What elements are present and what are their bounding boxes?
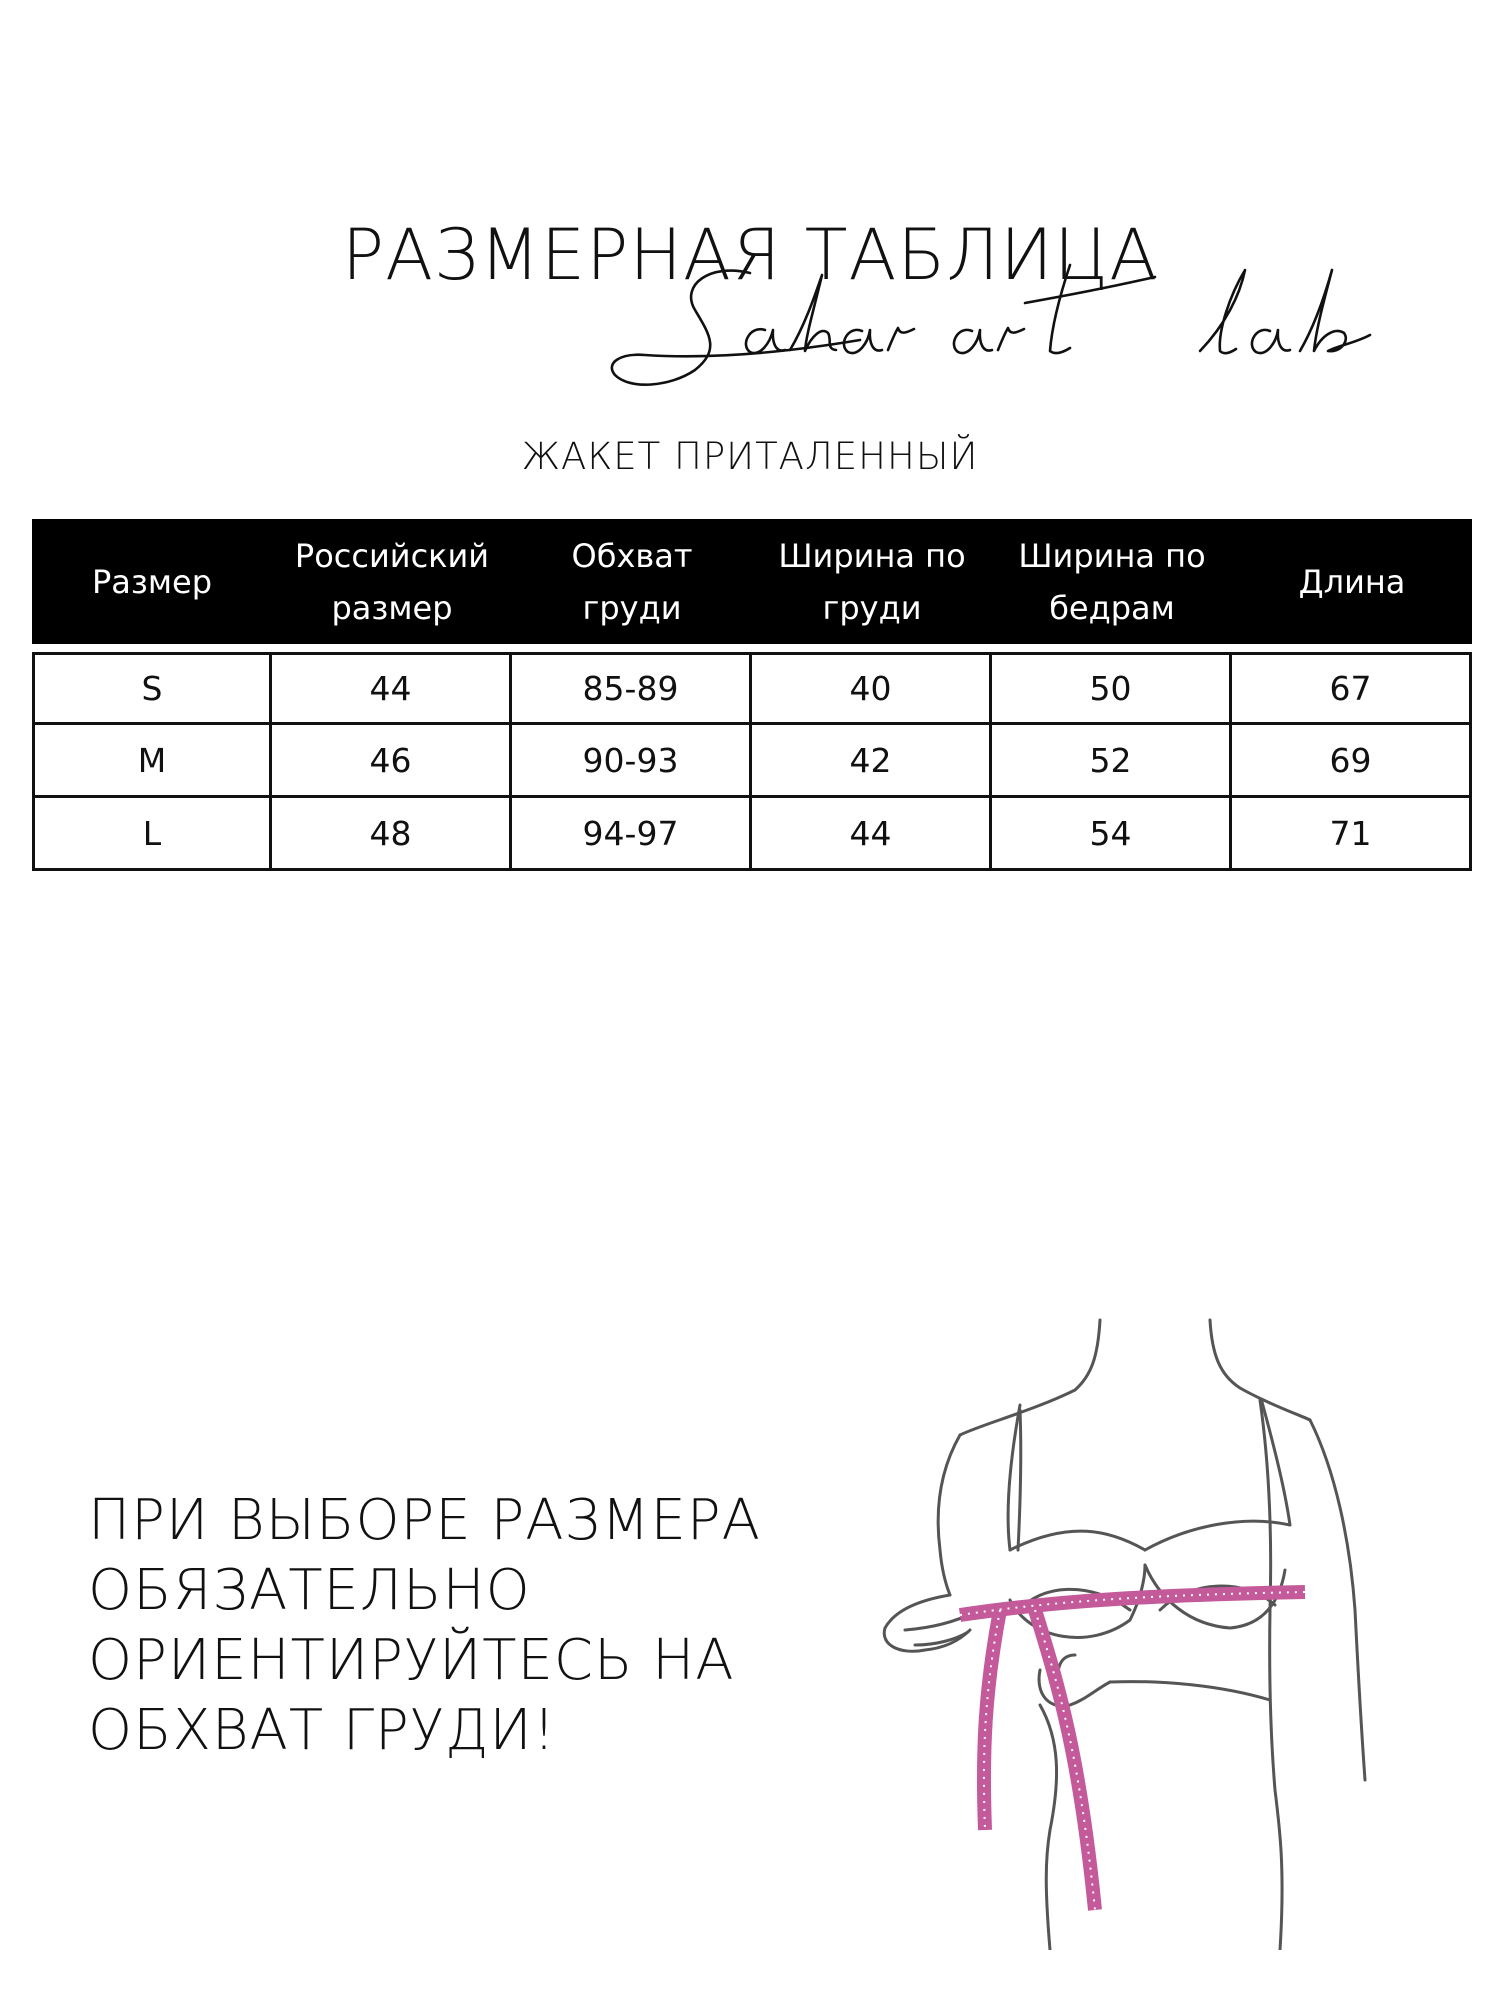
- table-cell: 52: [992, 725, 1232, 798]
- header-russian-size: Российский размер: [272, 519, 512, 652]
- header-chest-width: Ширина по груди: [752, 519, 992, 652]
- table-cell: 69: [1232, 725, 1472, 798]
- table-cell: 44: [752, 798, 992, 871]
- table-cell: M: [32, 725, 272, 798]
- header-bust-girth: Обхват груди: [512, 519, 752, 652]
- page-title: РАЗМЕРНАЯ ТАБЛИЦА: [341, 214, 1159, 296]
- header-size: Размер: [32, 519, 272, 652]
- header-hip-width: Ширина по бедрам: [992, 519, 1232, 652]
- table-cell: 46: [272, 725, 512, 798]
- table-cell: S: [32, 652, 272, 725]
- table-cell: 71: [1232, 798, 1472, 871]
- size-advice-note: [88, 1486, 888, 1766]
- table-cell: 54: [992, 798, 1232, 871]
- table-row: [32, 725, 1472, 798]
- bust-measuring-tape-icon: [860, 1310, 1420, 1950]
- note-line: ОБЯЗАТЕЛЬНО: [88, 1558, 531, 1623]
- size-table: [32, 519, 1472, 871]
- table-cell: 94-97: [512, 798, 752, 871]
- table-cell: 48: [272, 798, 512, 871]
- table-row: [32, 798, 1472, 871]
- note-line: ОБХВАТ ГРУДИ!: [88, 1698, 557, 1763]
- table-cell: 67: [1232, 652, 1472, 725]
- table-cell: 90-93: [512, 725, 752, 798]
- table-cell: 50: [992, 652, 1232, 725]
- note-line: ОРИЕНТИРУЙТЕСЬ НА: [88, 1628, 735, 1693]
- table-header-row: [32, 519, 1472, 652]
- note-line: ПРИ ВЫБОРЕ РАЗМЕРА: [88, 1488, 761, 1553]
- header-length: Длина: [1232, 519, 1472, 652]
- brand-signature-logo: [600, 255, 1390, 395]
- table-cell: 42: [752, 725, 992, 798]
- table-cell: 40: [752, 652, 992, 725]
- table-cell: L: [32, 798, 272, 871]
- table-cell: 85-89: [512, 652, 752, 725]
- table-row: [32, 652, 1472, 725]
- table-cell: 44: [272, 652, 512, 725]
- product-name: ЖАКЕТ ПРИТАЛЕННЫЙ: [521, 435, 979, 478]
